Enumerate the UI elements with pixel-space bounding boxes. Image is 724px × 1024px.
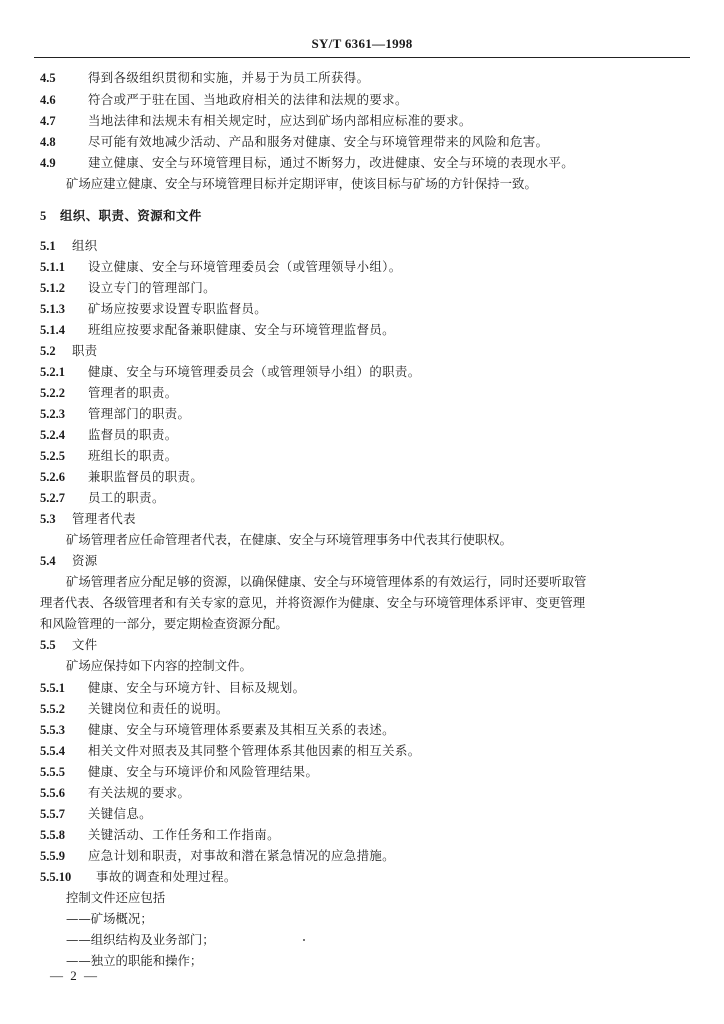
paragraph-line: 理者代表、各级管理者和有关专家的意见，并将资源作为健康、安全与环境管理体系评审、变更管理	[40, 595, 586, 610]
clause-number: 5.1.4	[40, 323, 65, 337]
clause-text: 健康、安全与环境管理体系要素及其相互关系的表述。	[88, 722, 395, 737]
clause-text: 建立健康、安全与环境管理目标，通过不断努力，改进健康、安全与环境的表现水平。	[88, 155, 575, 170]
clause-text: 相关文件对照表及其同整个管理体系其他因素的相互关系。	[88, 743, 421, 758]
clause-text: 健康、安全与环境方针、目标及规划。	[88, 680, 306, 695]
clause-number: 5.2.6	[40, 470, 65, 484]
list-item	[40, 301, 267, 317]
clause-text: 班组长的职责。	[88, 448, 178, 463]
clause-number: 5.1.2	[40, 281, 65, 295]
list-item	[40, 134, 548, 150]
page-number: — 2 —	[50, 968, 99, 983]
clause-text: 关键活动、工作任务和工作指南。	[88, 827, 280, 842]
scan-speck	[303, 939, 305, 941]
list-item	[40, 848, 395, 864]
clause-text: 符合或严于驻在国、当地政府相关的法律和法规的要求。	[88, 92, 408, 107]
list-item	[40, 427, 178, 443]
paragraph-line: 和风险管理的一部分，要定期检查资源分配。	[40, 616, 288, 631]
clause-number: 5.5.8	[40, 828, 65, 842]
list-item	[40, 322, 395, 338]
clause-number: 5.5.2	[40, 702, 65, 716]
list-item	[40, 364, 421, 380]
list-item	[40, 869, 237, 885]
clause-number: 4.9	[40, 156, 56, 170]
clause-text: 班组应按要求配备兼职健康、安全与环境管理监督员。	[88, 322, 395, 337]
clause-text: 关键信息。	[88, 806, 152, 821]
list-item	[40, 259, 402, 275]
subsection-heading	[40, 343, 98, 359]
list-item	[40, 785, 190, 801]
clause-number: 5.5.3	[40, 723, 65, 737]
clause-text: 管理者的职责。	[88, 385, 178, 400]
paragraph: 矿场应建立健康、安全与环境管理目标并定期评审，使该目标与矿场的方针保持一致。	[66, 176, 537, 191]
list-item	[40, 764, 318, 780]
dash-list-item: ——矿场概况；	[66, 911, 153, 926]
clause-number: 4.8	[40, 135, 56, 149]
subsection-number: 5.3	[40, 512, 56, 526]
subsection-number: 5.5	[40, 638, 56, 652]
clause-number: 5.1.1	[40, 260, 65, 274]
list-item	[40, 70, 369, 86]
clause-text: 设立专门的管理部门。	[88, 280, 216, 295]
subsection-title: 管理者代表	[72, 511, 136, 526]
list-item	[40, 406, 190, 422]
clause-number: 5.2.3	[40, 407, 65, 421]
dash-list-item: ——独立的职能和操作；	[66, 953, 203, 968]
clause-text: 有关法规的要求。	[88, 785, 191, 800]
list-item	[40, 280, 216, 296]
clause-text: 当地法律和法规未有相关规定时，应达到矿场内部相应标准的要求。	[88, 113, 472, 128]
list-item	[40, 155, 574, 171]
list-item	[40, 806, 152, 822]
list-item	[40, 743, 421, 759]
clause-text: 设立健康、安全与环境管理委员会（或管理领导小组）。	[88, 259, 402, 274]
clause-number: 5.2.7	[40, 491, 65, 505]
clause-text: 关键岗位和责任的说明。	[88, 701, 229, 716]
clause-number: 5.5.9	[40, 849, 65, 863]
clause-number: 5.1.3	[40, 302, 65, 316]
list-item	[40, 722, 395, 738]
dash-list-item: ——组织结构及业务部门；	[66, 932, 215, 947]
clause-text: 事故的调查和处理过程。	[96, 869, 237, 884]
clause-number: 5.5.10	[40, 870, 72, 884]
clause-text: 得到各级组织贯彻和实施，并易于为员工所获得。	[88, 70, 370, 85]
header-divider	[34, 57, 690, 58]
section-title: 组织、职责、资源和文件	[60, 208, 202, 223]
subsection-title: 文件	[72, 637, 98, 652]
subsection-heading	[40, 553, 98, 569]
clause-number: 5.5.5	[40, 765, 65, 779]
list-item	[40, 385, 178, 401]
clause-number: 4.6	[40, 93, 56, 107]
list-item	[40, 490, 165, 506]
clause-text: 应急计划和职责，对事故和潜在紧急情况的应急措施。	[88, 848, 395, 863]
clause-number: 5.5.1	[40, 681, 65, 695]
clause-number: 5.2.1	[40, 365, 65, 379]
list-item	[40, 469, 203, 485]
subsection-title: 组织	[72, 238, 98, 253]
paragraph: 矿场管理者应任命管理者代表，在健康、安全与环境管理事务中代表其行使职权。	[66, 532, 513, 547]
clause-number: 5.2.2	[40, 386, 65, 400]
section-heading	[40, 208, 202, 224]
list-item	[40, 448, 178, 464]
subsection-number: 5.1	[40, 239, 56, 253]
subsection-heading	[40, 238, 98, 254]
list-item	[40, 92, 408, 108]
subsection-heading	[40, 637, 98, 653]
clause-text: 监督员的职责。	[88, 427, 178, 442]
subsection-number: 5.4	[40, 554, 56, 568]
clause-number: 5.5.4	[40, 744, 65, 758]
clause-text: 健康、安全与环境评价和风险管理结果。	[88, 764, 319, 779]
clause-number: 5.5.6	[40, 786, 65, 800]
subsection-title: 职责	[72, 343, 98, 358]
subsection-heading	[40, 511, 136, 527]
subsection-number: 5.2	[40, 344, 56, 358]
section-number: 5	[40, 209, 47, 223]
clause-text: 兼职监督员的职责。	[88, 469, 204, 484]
paragraph-line: 矿场管理者应分配足够的资源，以确保健康、安全与环境管理体系的有效运行，同时还要听取管	[66, 574, 587, 589]
list-item	[40, 113, 472, 129]
paragraph: 矿场应保持如下内容的控制文件。	[66, 658, 252, 673]
clause-number: 5.2.4	[40, 428, 65, 442]
subsection-title: 资源	[72, 553, 98, 568]
paragraph: 控制文件还应包括	[66, 890, 166, 905]
page-header-title: SY/T 6361—1998	[311, 36, 413, 51]
list-item	[40, 827, 280, 843]
list-item	[40, 680, 305, 696]
clause-text: 管理部门的职责。	[88, 406, 191, 421]
clause-number: 5.2.5	[40, 449, 65, 463]
clause-text: 尽可能有效地减少活动、产品和服务对健康、安全与环境管理带来的风险和危害。	[88, 134, 549, 149]
clause-number: 5.5.7	[40, 807, 65, 821]
clause-text: 员工的职责。	[88, 490, 165, 505]
clause-number: 4.5	[40, 71, 56, 85]
clause-text: 健康、安全与环境管理委员会（或管理领导小组）的职责。	[88, 364, 421, 379]
clause-text: 矿场应按要求设置专职监督员。	[88, 301, 268, 316]
list-item	[40, 701, 229, 717]
clause-number: 4.7	[40, 114, 56, 128]
